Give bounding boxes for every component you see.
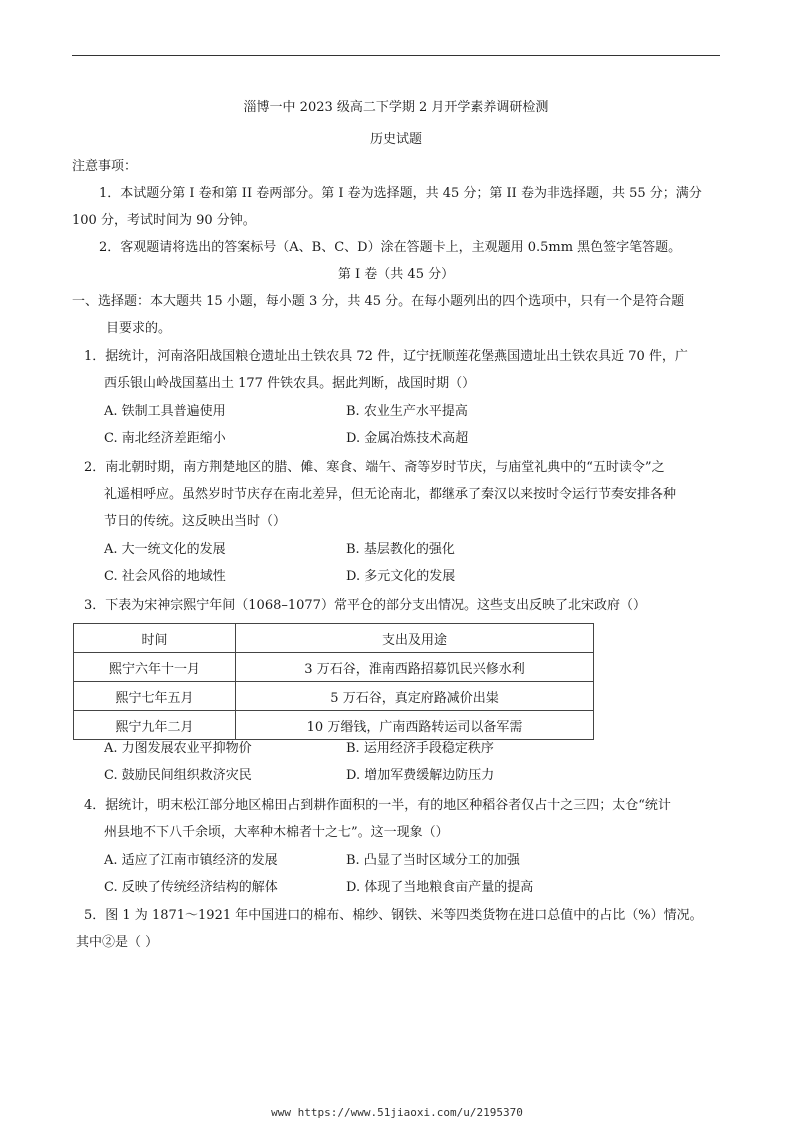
q4-option-a[interactable]: A. 适应了江南市镇经济的发展	[104, 853, 278, 868]
top-rule	[72, 55, 720, 56]
expenditure-table	[73, 623, 594, 740]
note-item-1-cont: 100 分，考试时间为 90 分钟。	[72, 213, 256, 228]
subject-title: 历史试题	[369, 132, 422, 147]
table-row	[74, 653, 594, 682]
q1-option-a[interactable]: A. 铁制工具普遍使用	[104, 404, 226, 419]
question-4-line-2: 州县地不下八千余顷，大率种木棉者十之七”。这一现象（）	[104, 825, 449, 840]
exam-title: 淄博一中 2023 级高二下学期 2 月开学素养调研检测	[243, 100, 549, 115]
table-header-time: 时间	[74, 624, 236, 653]
q3-option-a[interactable]: A. 力图发展农业平抑物价	[104, 741, 252, 756]
question-2-line-1: 2．南北朝时期，南方荆楚地区的腊、傩、寒食、端午、斋等岁时节庆，与庙堂礼典中的“五时读令”之	[84, 460, 665, 475]
table-cell-usage: 3 万石谷，淮南西路招募饥民兴修水利	[236, 653, 594, 682]
question-1-line-2: 西乐银山岭战国墓出土 177 件铁农具。据此判断，战国时期（）	[104, 376, 476, 391]
table-header-row	[74, 624, 594, 653]
q1-option-b[interactable]: B. 农业生产水平提高	[346, 404, 468, 419]
part1-title: 第 I 卷（共 45 分）	[337, 267, 455, 282]
note-item-1: 1．本试题分第 I 卷和第 II 卷两部分。第 I 卷为选择题，共 45 分；第 II 卷为非选择题，共 55 分；满分	[99, 186, 702, 201]
q2-option-d[interactable]: D. 多元文化的发展	[346, 569, 456, 584]
table-row	[74, 682, 594, 711]
q2-option-b[interactable]: B. 基层教化的强化	[346, 542, 455, 557]
table-header-usage: 支出及用途	[236, 624, 594, 653]
table-cell-time: 熙宁九年二月	[74, 711, 236, 740]
q4-option-b[interactable]: B. 凸显了当时区域分工的加强	[346, 853, 520, 868]
question-4-line-1: 4．据统计，明末松江部分地区棉田占到耕作面积的一半，有的地区种稻谷者仅占十之三四；太仓“统计	[84, 798, 671, 813]
table-cell-time: 熙宁六年十一月	[74, 653, 236, 682]
table-cell-usage: 5 万石谷，真定府路减价出粜	[236, 682, 594, 711]
q1-option-c[interactable]: C. 南北经济差距缩小	[104, 431, 226, 446]
q1-option-d[interactable]: D. 金属冶炼技术高超	[346, 431, 469, 446]
question-3-line-1: 3．下表为宋神宗熙宁年间（1068–1077）常平仓的部分支出情况。这些支出反映了北宋政府（）	[84, 598, 646, 613]
notes-heading: 注意事项：	[72, 159, 138, 174]
q3-option-d[interactable]: D. 增加军费缓解边防压力	[346, 768, 495, 783]
q4-option-c[interactable]: C. 反映了传统经济结构的解体	[104, 880, 278, 895]
footer-url[interactable]: www https://www.51jiaoxi.com/u/2195370	[271, 1106, 523, 1119]
q3-option-c[interactable]: C. 鼓励民间组织救济灾民	[104, 768, 252, 783]
question-5-line-2: 其中②是（ ）	[76, 935, 159, 950]
table-cell-usage: 10 万缗钱，广南西路转运司以备军需	[236, 711, 594, 740]
q2-option-a[interactable]: A. 大一统文化的发展	[104, 542, 226, 557]
section-instructions: 一、选择题：本大题共 15 小题，每小题 3 分，共 45 分。在每小题列出的四个选项中，只有一个是符合题	[72, 294, 685, 309]
question-5-line-1: 5．图 1 为 1871～1921 年中国进口的棉布、棉纱、钢铁、米等四类货物在进口总值中的占比（%）情况。	[84, 908, 703, 923]
section-instructions-cont: 目要求的。	[106, 321, 172, 336]
q2-option-c[interactable]: C. 社会风俗的地域性	[104, 569, 226, 584]
q3-option-b[interactable]: B. 运用经济手段稳定秩序	[346, 741, 494, 756]
question-2-line-3: 节日的传统。这反映出当时（）	[104, 514, 287, 529]
note-item-2: 2．客观题请将选出的答案标号（A、B、C、D）涂在答题卡上，主观题用 0.5mm 黑色签字笔答题。	[99, 240, 682, 255]
table-cell-time: 熙宁七年五月	[74, 682, 236, 711]
table-row	[74, 711, 594, 740]
q4-option-d[interactable]: D. 体现了当地粮食亩产量的提高	[346, 880, 534, 895]
question-2-line-2: 礼遥相呼应。虽然岁时节庆存在南北差异，但无论南北，都继承了秦汉以来按时令运行节奏安排各种	[104, 487, 677, 502]
question-1-line-1: 1．据统计，河南洛阳战国粮仓遗址出土铁农具 72 件，辽宁抚顺莲花堡燕国遗址出土铁农具近 70 件，广	[84, 349, 688, 364]
